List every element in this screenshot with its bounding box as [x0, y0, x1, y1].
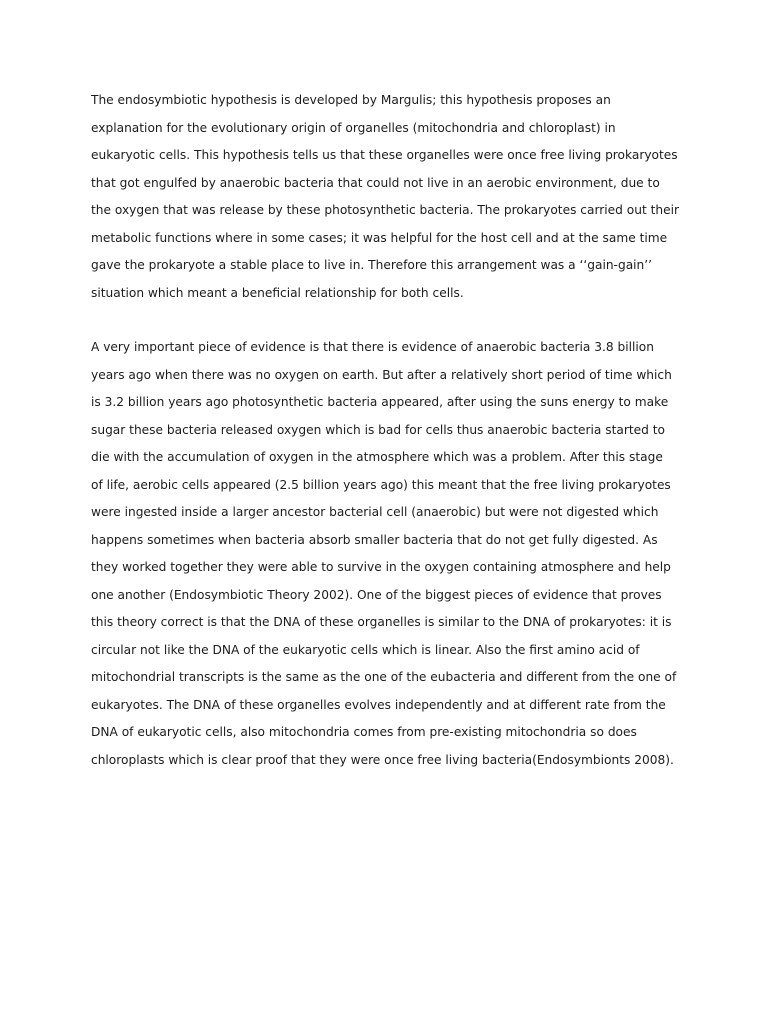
- paragraph-line: is 3.2 billion years ago photosynthetic bacteria appeared, after using the suns energy to make: [91, 395, 669, 409]
- paragraph-line: explanation for the evolutionary origin of organelles (mitochondria and chloroplast) in: [91, 120, 616, 135]
- paragraph-line: mitochondrial transcripts is the same as the one of the eubacteria and different from the one of: [91, 670, 677, 684]
- paragraph-line: DNA of eukaryotic cells, also mitochondria comes from pre-existing mitochondria so does: [91, 725, 637, 739]
- paragraph-line: eukaryotes. The DNA of these organelles evolves independently and at different rate from the: [91, 697, 666, 712]
- paragraph-line: circular not like the DNA of the eukaryotic cells which is linear. Also the first amino acid of: [91, 642, 640, 657]
- paragraph-line: of life, aerobic cells appeared (2.5 billion years ago) this meant that the free living prokaryotes: [91, 477, 671, 492]
- paragraph-line: one another (Endosymbiotic Theory 2002). One of the biggest pieces of evidence that proves: [91, 587, 662, 602]
- paragraph-line: years ago when there was no oxygen on earth. But after a relatively short period of time which: [91, 367, 672, 382]
- paragraph-line: metabolic functions where in some cases; it was helpful for the host cell and at the same time: [91, 230, 668, 245]
- paragraph-line: happens sometimes when bacteria absorb smaller bacteria that do not get fully digested. As: [91, 532, 658, 547]
- paragraph-1: [91, 87, 691, 307]
- paragraph-line: sugar these bacteria released oxygen which is bad for cells thus anaerobic bacteria started to: [91, 422, 665, 437]
- paragraph-line: A very important piece of evidence is that there is evidence of anaerobic bacteria 3.8 billion: [91, 340, 654, 354]
- paragraph-line: die with the accumulation of oxygen in the atmosphere which was a problem. After this stage: [91, 450, 663, 464]
- paragraph-line: they worked together they were able to survive in the oxygen containing atmosphere and help: [91, 560, 671, 574]
- paragraph-line: The endosymbiotic hypothesis is developed by Margulis; this hypothesis proposes an: [91, 93, 611, 107]
- paragraph-line: eukaryotic cells. This hypothesis tells us that these organelles were once free living prokaryotes: [91, 148, 678, 162]
- paragraph-line: that got engulfed by anaerobic bacteria that could not live in an aerobic environment, due to: [91, 175, 660, 190]
- paragraph-line: situation which meant a beneficial relationship for both cells.: [91, 285, 464, 300]
- paragraph-2: [91, 334, 691, 774]
- paragraph-line: chloroplasts which is clear proof that they were once free living bacteria(Endosymbionts 2008).: [91, 752, 674, 767]
- paragraph-line: were ingested inside a larger ancestor bacterial cell (anaerobic) but were not digested which: [91, 505, 659, 519]
- paragraph-line: the oxygen that was release by these photosynthetic bacteria. The prokaryotes carried out their: [91, 203, 680, 217]
- paragraph-line: this theory correct is that the DNA of these organelles is similar to the DNA of prokaryotes: it is: [91, 615, 672, 629]
- paragraph-line: gave the prokaryote a stable place to live in. Therefore this arrangement was a ‘‘gain-gain’’: [91, 258, 653, 272]
